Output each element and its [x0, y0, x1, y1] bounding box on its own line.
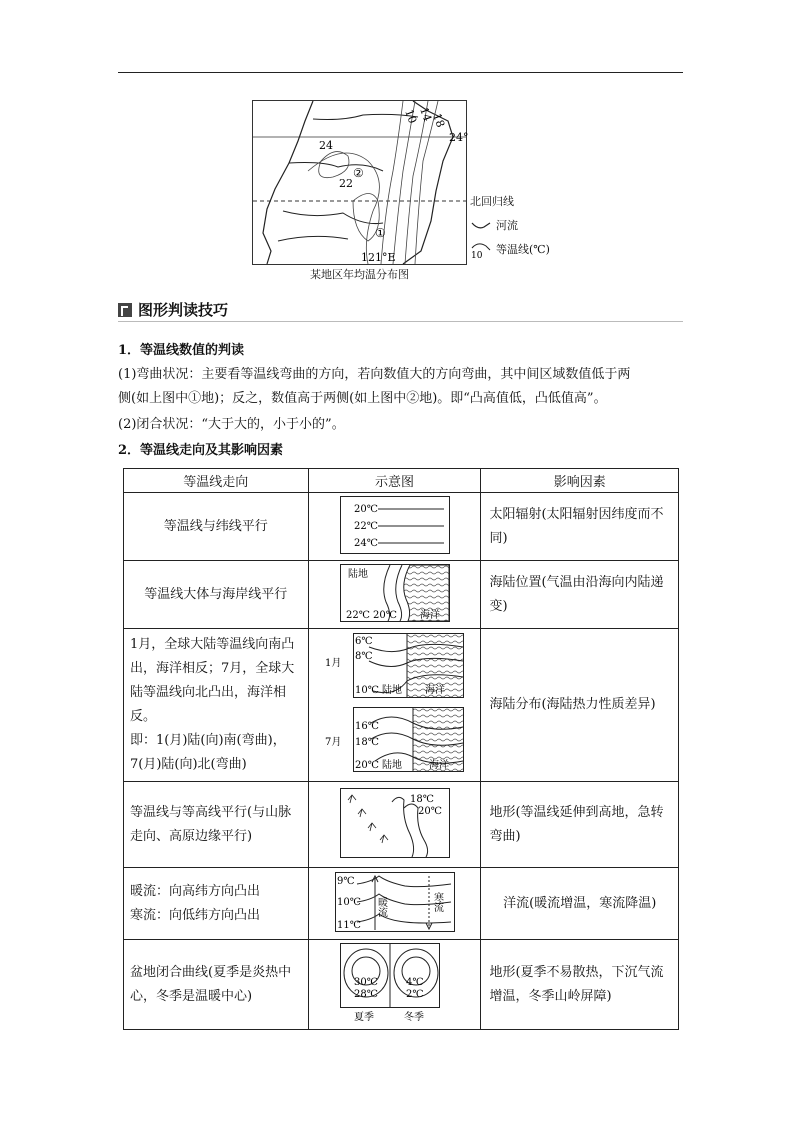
river: [278, 236, 348, 241]
diagram-label: 30℃: [353, 976, 378, 988]
row-diagram: [308, 493, 481, 561]
table-row: [124, 629, 679, 782]
coastline: [263, 101, 313, 264]
map-label-10: 10: [402, 107, 420, 126]
map-label-14: 14: [417, 105, 435, 124]
paragraph-1-line-1: (1)弯曲状况：主要看等温线弯曲的方向，若向数值大的方向弯曲，其中间区域数值低于两: [118, 367, 631, 382]
mountain-icon: [348, 795, 356, 803]
mountain-icon: [358, 809, 366, 817]
mountain-icon: [368, 823, 376, 831]
header-factor: 影响因素: [481, 469, 679, 493]
map-legend: [470, 190, 550, 262]
row-factor: 海陆分布(海陆热力性质差异): [481, 629, 679, 782]
row-diagram: [308, 868, 481, 940]
paragraph-1-line-2: 侧(如上图中①地)；反之，数值高于两侧(如上图中②地)。即“凸高值低，凸低值高”。: [118, 391, 607, 406]
july-diagram: [325, 707, 465, 773]
table-header-row: [124, 469, 679, 493]
diagram-label: 22℃: [353, 520, 378, 532]
terrain-diagram: [340, 788, 450, 858]
row-diagram: [308, 561, 481, 629]
table-row: [124, 561, 679, 629]
row-diagram: [308, 629, 481, 782]
table-row: [124, 782, 679, 868]
diagram-label: 4℃: [405, 976, 424, 988]
diagram-label: 8℃: [354, 651, 373, 662]
legend-tropic-label: 北回归线: [470, 195, 514, 208]
diagram-label: 22℃: [345, 609, 370, 621]
table-row: [124, 493, 679, 561]
section-header: [118, 298, 683, 322]
cold-current-label: 寒流: [431, 891, 442, 912]
diagram-label: 6℃: [354, 636, 373, 647]
map-label-24: 24: [319, 139, 333, 152]
map-label-22: 22: [339, 177, 353, 190]
row-factor: 地形(等温线延伸到高地，急转弯曲): [481, 782, 679, 868]
table-row: [124, 940, 679, 1030]
diagram-label: 20℃: [372, 609, 397, 621]
winter-label: 冬季: [403, 1011, 424, 1023]
river: [313, 114, 418, 119]
diagram-label: 20℃: [354, 760, 379, 771]
diagram-label: 18℃: [354, 737, 379, 748]
diagram-label: 10℃: [354, 685, 379, 696]
diagram-label: 2℃: [405, 988, 424, 1000]
row-direction: [124, 868, 309, 940]
temperature-map: [252, 100, 467, 265]
january-diagram: [325, 633, 465, 699]
legend-river-label: 河流: [496, 219, 518, 232]
legend-river: [470, 214, 550, 238]
row-factor: 海陆位置(气温由沿海向内陆递变): [481, 561, 679, 629]
diagram-label: 18℃: [409, 793, 434, 805]
row-direction: 等温线大体与海岸线平行: [124, 561, 309, 629]
header-diagram: 示意图: [308, 469, 481, 493]
figure-caption: 某地区年均温分布图: [310, 268, 409, 281]
diagram-label: 16℃: [354, 721, 379, 732]
river: [283, 211, 383, 224]
temperature-map-figure: [252, 100, 562, 285]
row-direction-line: 即：1(月)陆(向)南(弯曲)，: [130, 733, 286, 748]
row-factor: 太阳辐射(太阳辐射因纬度而不同): [481, 493, 679, 561]
ocean-current-diagram: [335, 872, 455, 932]
row-direction-line: 寒流：向低纬方向凸出: [130, 907, 261, 923]
row-factor: 洋流(暖流增温，寒流降温): [481, 868, 679, 940]
heading-2: 2．等温线走向及其影响因素: [118, 443, 284, 458]
legend-tropic: [470, 190, 550, 214]
row-diagram: [308, 782, 481, 868]
isotherm-icon: [470, 242, 492, 261]
river-icon: [470, 221, 492, 231]
map-mark-1: ①: [375, 226, 386, 240]
diagram-label: 20℃: [353, 503, 378, 515]
row-direction: 等温线与纬线平行: [124, 493, 309, 561]
row-factor: 地形(夏季不易散热，下沉气流增温，冬季山岭屏障): [481, 940, 679, 1030]
diagram-label: 20℃: [417, 805, 442, 817]
diagram-label: 28℃: [353, 988, 378, 1000]
mountain-icon: [380, 835, 388, 843]
river: [289, 163, 383, 172]
row-direction: 等温线与等高线平行(与山脉走向、高原边缘平行): [124, 782, 309, 868]
land-label: 陆地: [381, 760, 402, 771]
sea-label: 海洋: [419, 609, 440, 621]
table-row: [124, 868, 679, 940]
map-mark-2: ②: [353, 166, 364, 180]
row-direction: 盆地闭合曲线(夏季是炎热中心，冬季是温暖中心): [124, 940, 309, 1030]
diagram-label: 10℃: [336, 896, 361, 908]
row-diagram: [308, 940, 481, 1030]
legend-isotherm-value: 10: [471, 251, 483, 261]
diagram-label: 24℃: [353, 537, 378, 549]
section-marker-icon: [118, 303, 132, 317]
heading-1: 1．等温线数值的判读: [118, 343, 245, 358]
land-label: 陆地: [381, 685, 402, 696]
isotherm: [393, 101, 415, 264]
map-label-24-right: 24°: [449, 131, 469, 144]
row-direction-line: 7(月)陆(向)北(弯曲): [130, 757, 247, 772]
sea-label: 海洋: [424, 685, 445, 696]
sea-label: 海洋: [428, 760, 449, 771]
warm-current-label: 暖流: [375, 896, 386, 917]
row-direction-line: 暖流：向高纬方向凸出: [130, 883, 261, 899]
summer-label: 夏季: [353, 1011, 374, 1023]
isotherm-table: [123, 468, 679, 1030]
meridian-label: 121°E: [361, 251, 396, 264]
month-label: 7月: [324, 737, 341, 748]
basin-diagram: [340, 943, 450, 1023]
map-svg: [253, 101, 469, 264]
header-direction: 等温线走向: [124, 469, 309, 493]
row-direction: [124, 629, 309, 782]
diagram-label: 11℃: [336, 919, 361, 931]
latitude-parallel-diagram: [340, 496, 450, 554]
paragraph-2: (2)闭合状况：“大于大的，小于小的”。: [118, 417, 345, 432]
legend-isotherm-label: 等温线(℃): [496, 243, 550, 256]
land-label: 陆地: [347, 568, 368, 580]
row-direction-line: 1月，全球大陆等温线向南凸出，海洋相反；7月，全球大陆等温线向北凸出，海洋相反。: [130, 637, 295, 724]
legend-isotherm: [470, 238, 550, 262]
top-rule: [118, 72, 683, 73]
diagram-label: 9℃: [336, 875, 355, 887]
map-label-18: 18: [430, 111, 448, 130]
section-title: 图形判读技巧: [138, 301, 229, 319]
month-label: 1月: [324, 658, 341, 669]
coastline-diagram: [340, 564, 450, 622]
